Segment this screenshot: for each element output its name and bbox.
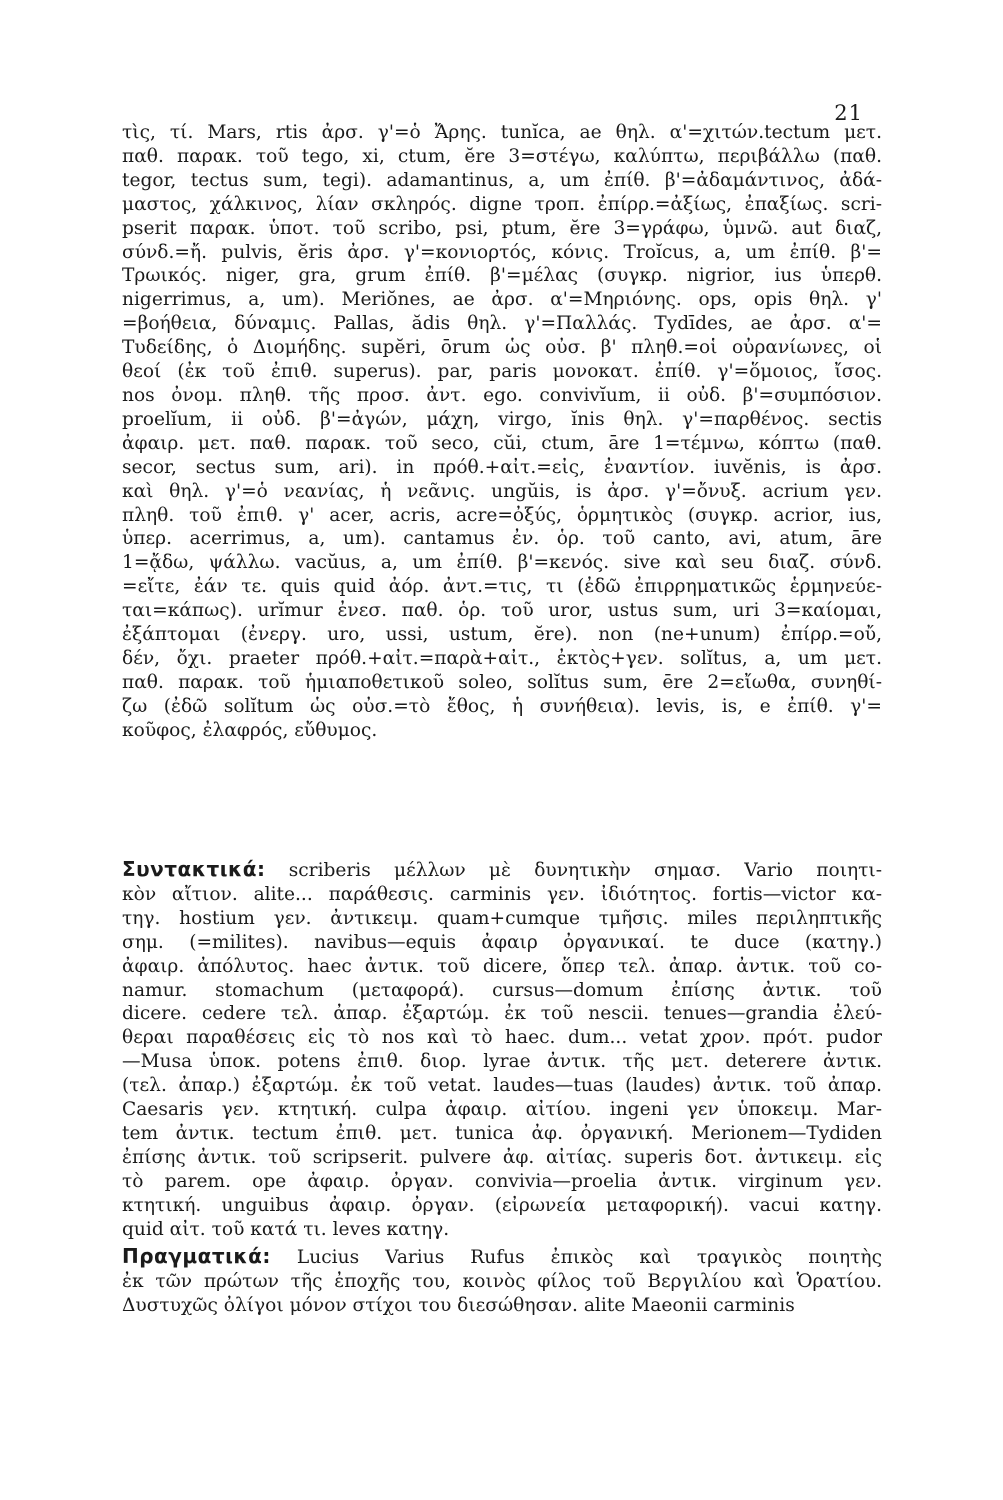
syntactic-line: dicere. cedere τελ. ἀπαρ. ἐξαρτώμ. ἐκ τοῦ nescii. tenues—grandia ἐλεύ- xyxy=(122,1003,882,1025)
pragmatic-first-line-text: Lucius Varius Rufus ἐπικὸς καὶ τραγικὸς ποιητὴς xyxy=(296,1247,882,1268)
syntactic-line: κὸν αἴτιον. alite... παράθεσις. carminis γεν. ἰδιότητος. fortis—victor κα- xyxy=(122,883,882,905)
lexicon-line: καὶ θηλ. γ'=ὁ νεανίας, ἡ νεᾶνις. ungŭis, is ἀρσ. γ'=ὄνυξ. acrium γεν. xyxy=(122,480,882,502)
lexicon-line: σύνδ.=ἤ. pulvis, ĕris ἀρσ. γ'=κονιορτός, κόνις. Troĭcus, a, um ἐπίθ. β'= xyxy=(122,241,882,263)
lexicon-line: ται=κάπως). urĭmur ἐνεσ. παθ. ὁρ. τοῦ uror, ustus sum, uri 3=καίομαι, xyxy=(122,600,882,622)
syntactic-line: tem ἀντικ. tectum ἐπιθ. μετ. tunica ἀφ. ὀργανική. Merionem—Tydiden xyxy=(122,1122,882,1144)
lexicon-line: ἀφαιρ. μετ. παθ. παρακ. τοῦ seco, cŭi, ctum, āre 1=τέμνω, κόπτω (παθ. xyxy=(122,432,882,454)
pragmatic-line: ἐκ τῶν πρώτων τῆς ἐποχῆς του, κοινὸς φίλος τοῦ Βεργιλίου καὶ Ὁρατίου. xyxy=(122,1270,882,1292)
lexicon-line: =εἴτε, ἐάν τε. quis quid ἀόρ. ἀντ.=τις, τι (ἐδῶ ἐπιρρηματικῶς ἑρμηνεύε- xyxy=(122,576,882,598)
lexicon-line: 1=ᾄδω, ψάλλω. vacŭus, a, um ἐπίθ. β'=κενός. sive καὶ seu διαζ. σύνδ. xyxy=(122,552,882,574)
pragmatic-first-line xyxy=(122,1245,882,1270)
syntactic-first-line-text: scriberis μέλλων μὲ δυνητικὴν σημασ. Vario ποιητι- xyxy=(288,860,882,881)
lexicon-line: ἐξάπτομαι (ἐνεργ. uro, ussi, ustum, ĕre). non (ne+unum) ἐπίρρ.=οὔ, xyxy=(122,624,882,646)
syntactic-first-line xyxy=(122,858,882,883)
lexicon-line: παθ. παρακ. τοῦ tego, xi, ctum, ĕre 3=στέγω, καλύπτω, περιβάλλω (παθ. xyxy=(122,145,882,167)
lexicon-line: secor, sectus sum, ari). in πρόθ.+αἰτ.=εἰς, ἐναντίον. iuvĕnis, is ἀρσ. xyxy=(122,456,882,478)
lexicon-line: ζω (ἐδῶ solĭtum ὡς οὐσ.=τὸ ἔθος, ἡ συνήθεια). levis, is, e ἐπίθ. γ'= xyxy=(122,695,882,717)
lexicon-line: proelĭum, ii οὐδ. β'=ἀγών, μάχη, virgo, ĭnis θηλ. γ'=παρθένος. sectis xyxy=(122,408,882,430)
lexicon-line: Τυδείδης, ὁ Διομήδης. supĕri, ōrum ὡς οὐσ. β' πληθ.=οἱ οὐρανίωνες, οἱ xyxy=(122,337,882,359)
pragmatic-section xyxy=(122,1245,882,1318)
syntactic-line: θεραι παραθέσεις εἰς τὸ nos καὶ τὸ haec. dum... vetat χρον. πρότ. pudor xyxy=(122,1027,882,1049)
lexicon-line: =βοήθεια, δύναμις. Pallas, ădis θηλ. γ'=Παλλάς. Tydīdes, ae ἀρσ. α'= xyxy=(122,313,882,335)
syntactic-section xyxy=(122,858,882,1242)
lexicon-line: nos ὀνομ. πληθ. τῆς προσ. ἀντ. ego. convivĭum, ii οὐδ. β'=συμπόσιον. xyxy=(122,384,882,406)
lexicon-line: θεοί (ἐκ τοῦ ἐπιθ. superus). par, paris μονοκατ. ἐπίθ. γ'=ὅμοιος, ἴσος. xyxy=(122,361,882,383)
lexicon-line: Τρωικός. niger, gra, grum ἐπίθ. β'=μέλας (συγκρ. nigrior, ius ὑπερθ. xyxy=(122,265,882,287)
lexicon-line: ὑπερ. acerrimus, a, um). cantamus ἐν. ὁρ. τοῦ canto, avi, atum, āre xyxy=(122,528,882,550)
syntactic-line: Caesaris γεν. κτητική. culpa ἀφαιρ. αἰτίου. ingeni γεν ὑποκειμ. Mar- xyxy=(122,1099,882,1121)
syntactic-line: ἐπίσης ἀντικ. τοῦ scripserit. pulvere ἀφ. αἰτίας. superis δοτ. ἀντικειμ. εἰς xyxy=(122,1146,882,1168)
syntactic-heading: Συντακτικά: xyxy=(122,858,266,881)
syntactic-line: ἀφαιρ. ἀπόλυτος. haec ἀντικ. τοῦ dicere, ὅπερ τελ. ἀπαρ. ἀντικ. τοῦ co- xyxy=(122,955,882,977)
syntactic-line: σημ. (=milites). navibus—equis ἀφαιρ ὀργανικαί. te duce (κατηγ.) xyxy=(122,931,882,953)
lexicon-line: pserit παρακ. ὑποτ. τοῦ scribo, psi, ptum, ĕre 3=γράφω, ὑμνῶ. aut διαζ, xyxy=(122,217,882,239)
lexicon-line: παθ. παρακ. τοῦ ἡμιαποθετικοῦ soleo, solĭtus sum, ēre 2=εἴωθα, συνηθί- xyxy=(122,671,882,693)
lexicon-line: δέν, ὄχι. praeter πρόθ.+αἰτ.=παρὰ+αἰτ., ἐκτὸς+γεν. solĭtus, a, um μετ. xyxy=(122,647,882,669)
lexicon-section xyxy=(122,121,882,743)
syntactic-line: namur. stomachum (μεταφορά). cursus—domum ἐπίσης ἀντικ. τοῦ xyxy=(122,979,882,1001)
page-number: 21 xyxy=(834,101,863,125)
lexicon-line: κοῦφος, ἐλαφρός, εὔθυμος. xyxy=(122,719,378,741)
syntactic-line: (τελ. ἀπαρ.) ἐξαρτώμ. ἐκ τοῦ vetat. laudes—tuas (laudes) ἀντικ. τοῦ ἀπαρ. xyxy=(122,1075,882,1097)
lexicon-line: πληθ. τοῦ ἐπιθ. γ' acer, acris, acre=ὀξύς, ὁρμητικὸς (συγκρ. acrior, ius, xyxy=(122,504,882,526)
lexicon-line: μαστος, χάλκινος, λίαν σκληρός. digne τροπ. ἐπίρρ.=ἀξίως, ἐπαξίως. scri- xyxy=(122,193,882,215)
lexicon-line: tegor, tectus sum, tegi). adamantinus, a, um ἐπίθ. β'=ἀδαμάντινος, ἀδά- xyxy=(122,169,882,191)
syntactic-line: τὸ parem. ope ἀφαιρ. ὀργαν. convivia—proelia ἀντικ. virginum γεν. xyxy=(122,1170,882,1192)
lexicon-line: nigerrimus, a, um). Meriŏnes, ae ἀρσ. α'=Μηριόνης. ops, opis θηλ. γ' xyxy=(122,289,882,311)
syntactic-line: —Musa ὑποκ. potens ἐπιθ. διορ. lyrae ἀντικ. τῆς μετ. deterere ἀντικ. xyxy=(122,1051,882,1073)
lexicon-line: τὶς, τί. Mars, rtis ἀρσ. γ'=ὁ Ἄρης. tunĭca, ae θηλ. α'=χιτών.tectum μετ. xyxy=(122,122,882,143)
syntactic-line: τηγ. hostium γεν. ἀντικειμ. quam+cumque τμῆσις. miles περιληπτικῆς xyxy=(122,907,882,929)
syntactic-line: κτητική. unguibus ἀφαιρ. ὀργαν. (εἰρωνεία μεταφορική). vacui κατηγ. xyxy=(122,1194,882,1216)
syntactic-line: quid αἰτ. τοῦ κατά τι. leves κατηγ. xyxy=(122,1218,450,1240)
pragmatic-heading: Πραγματικά: xyxy=(122,1245,271,1268)
pragmatic-line: Δυστυχῶς ὀλίγοι μόνον στίχοι του διεσώθησαν. alite Maeonii carminis xyxy=(122,1294,795,1316)
